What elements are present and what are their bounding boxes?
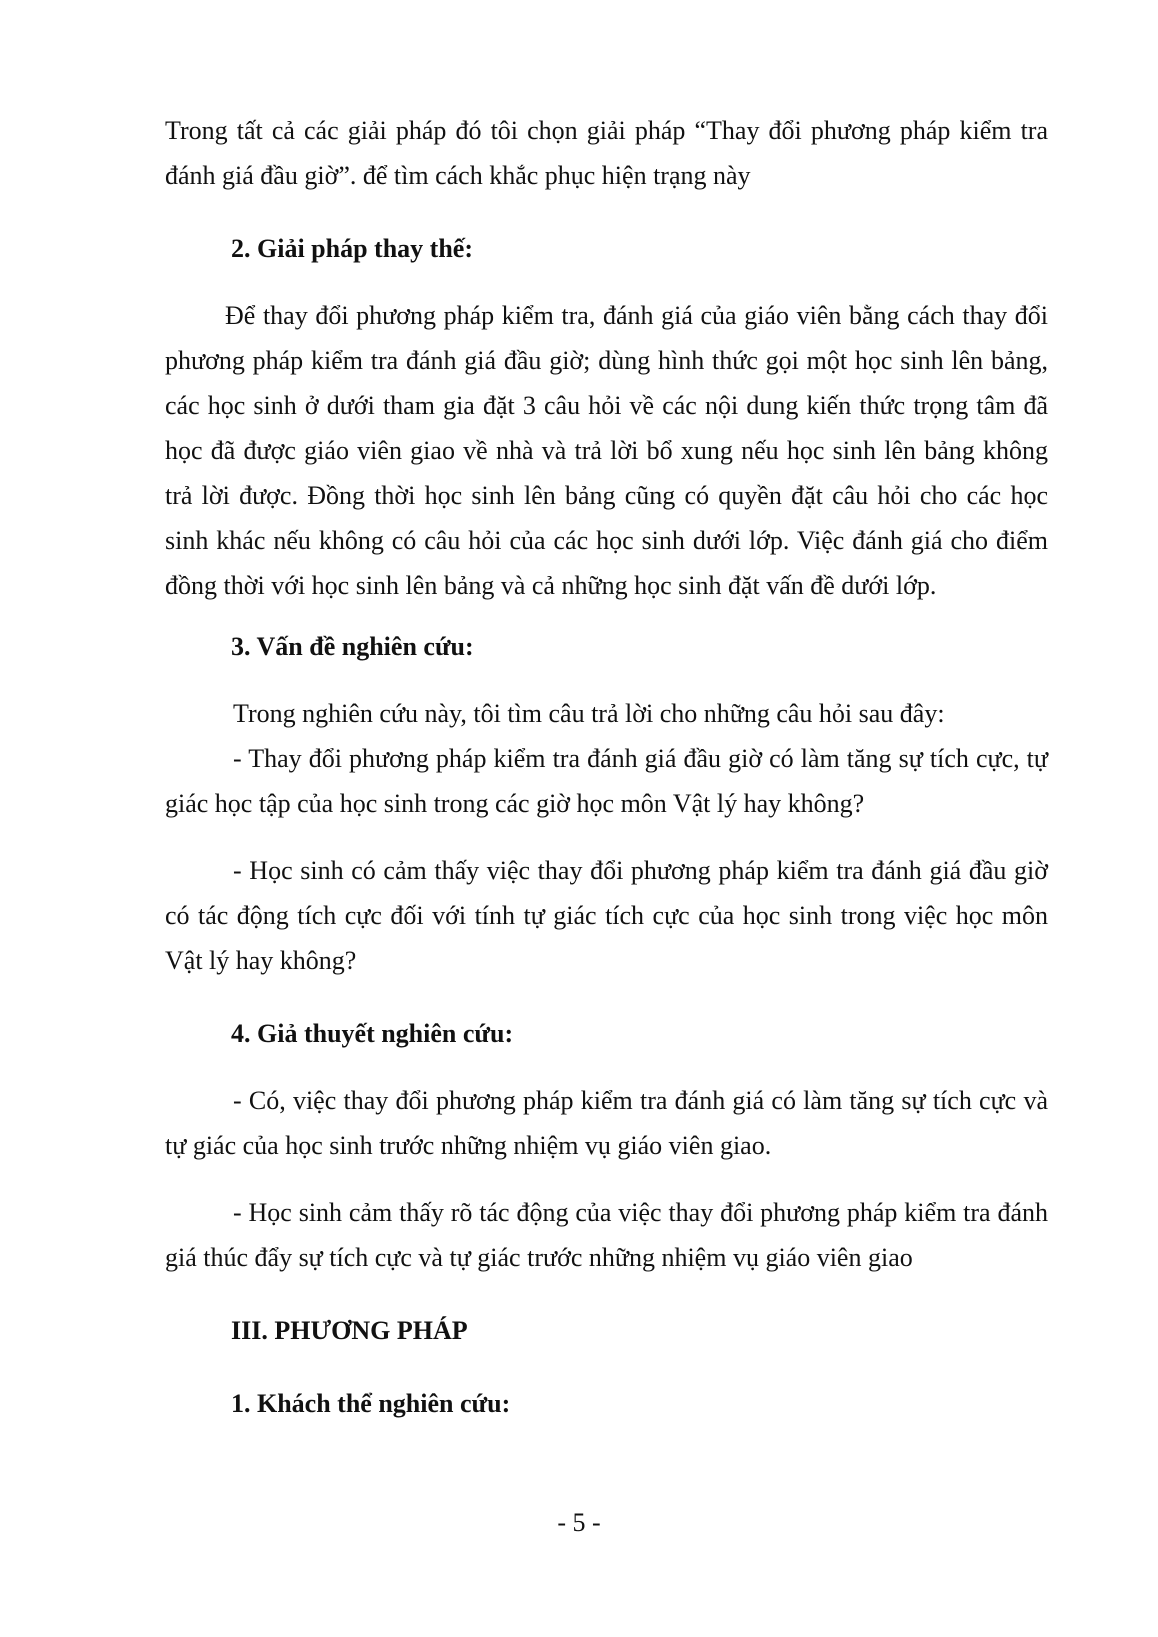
- section-heading-2: 2. Giải pháp thay thế:: [231, 234, 473, 263]
- research-question-2: - Học sinh có cảm thấy việc thay đổi phương pháp kiểm tra đánh giá đầu giờ có tác động tích cực đối với tính tự giác tích cực của học sinh trong việc học môn Vật lý hay không?: [165, 856, 1048, 975]
- section-heading-4: 4. Giả thuyết nghiên cứu:: [231, 1019, 514, 1048]
- hypothesis-2: - Học sinh cảm thấy rõ tác động của việc thay đổi phương pháp kiểm tra đánh giá thúc đẩy sự tích cực và tự giác trước những nhiệm vụ giáo viên giao: [165, 1198, 1048, 1272]
- research-question-1: - Thay đổi phương pháp kiểm tra đánh giá đầu giờ có làm tăng sự tích cực, tự giác học tập của học sinh trong các giờ học môn Vật lý hay không?: [165, 744, 1048, 818]
- hypothesis-1: - Có, việc thay đổi phương pháp kiểm tra đánh giá có làm tăng sự tích cực và tự giác của học sinh trước những nhiệm vụ giáo viên giao.: [165, 1086, 1048, 1160]
- page-number: - 5 -: [557, 1508, 601, 1537]
- section-heading-3: 3. Vấn đề nghiên cứu:: [231, 632, 474, 661]
- research-intro-paragraph: Trong nghiên cứu này, tôi tìm câu trả lời cho những câu hỏi sau đây:: [233, 699, 945, 728]
- section-heading-iii: III. PHƯƠNG PHÁP: [231, 1316, 468, 1345]
- section-heading-iii-1: 1. Khách thể nghiên cứu:: [231, 1389, 511, 1418]
- intro-paragraph: Trong tất cả các giải pháp đó tôi chọn giải pháp “Thay đổi phương pháp kiểm tra đánh giá đầu giờ”. để tìm cách khắc phục hiện trạng này: [165, 116, 1048, 190]
- document-body: [165, 108, 1048, 1426]
- solution-paragraph: Để thay đổi phương pháp kiểm tra, đánh giá của giáo viên bằng cách thay đổi phương pháp kiểm tra đánh giá đầu giờ; dùng hình thức gọi một học sinh lên bảng, các học sinh ở dưới tham gia đặt 3 câu hỏi về các nội dung kiến thức trọng tâm đã học đã được giáo viên giao về nhà và trả lời bổ xung nếu học sinh lên bảng không trả lời được. Đồng thời học sinh lên bảng cũng có quyền đặt câu hỏi cho các học sinh khác nếu không có câu hỏi của các học sinh dưới lớp. Việc đánh giá cho điểm đồng thời với học sinh lên bảng và cả những học sinh đặt vấn đề dưới lớp.: [165, 301, 1048, 600]
